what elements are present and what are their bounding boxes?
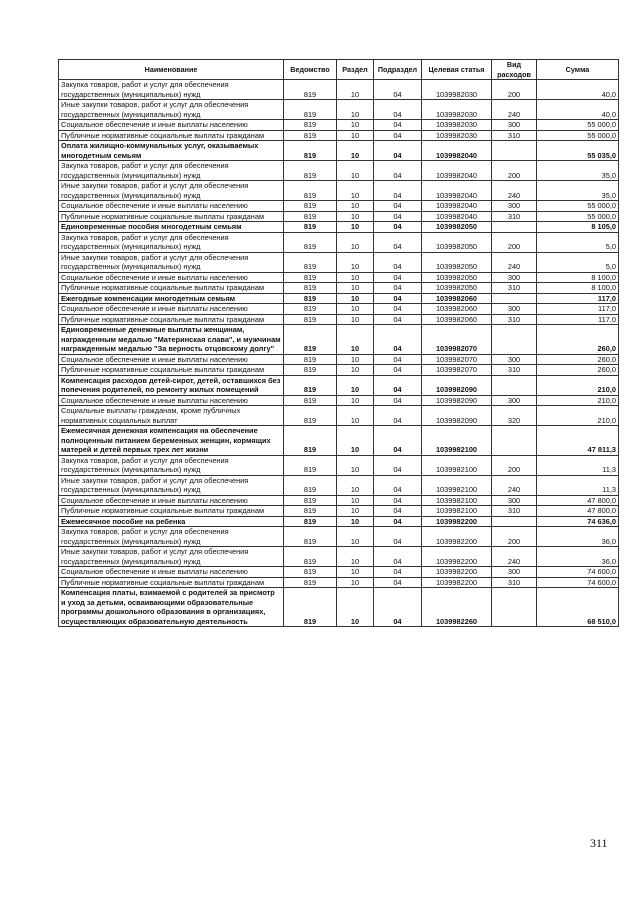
row-name-cell: Иные закупки товаров, работ и услуг для обеспечения государственных (муниципальных) нужд bbox=[59, 475, 284, 495]
expense-type-cell: 300 bbox=[492, 395, 537, 406]
target-item-cell: 1039982040 bbox=[422, 181, 492, 201]
expense-type-cell bbox=[492, 516, 537, 527]
table-row bbox=[59, 181, 619, 201]
target-item-cell: 1039982100 bbox=[422, 495, 492, 506]
row-name-cell: Публичные нормативные социальные выплаты гражданам bbox=[59, 314, 284, 325]
target-item-cell: 1039982050 bbox=[422, 232, 492, 252]
row-name-cell: Иные закупки товаров, работ и услуг для обеспечения государственных (муниципальных) нужд bbox=[59, 181, 284, 201]
row-name-cell: Единовременные пособия многодетным семьям bbox=[59, 222, 284, 233]
target-item-cell: 1039982200 bbox=[422, 547, 492, 567]
amount-cell: 35,0 bbox=[537, 181, 619, 201]
department-cell: 819 bbox=[284, 272, 337, 283]
section-cell: 10 bbox=[337, 283, 374, 294]
column-header-subsection: Подраздел bbox=[374, 60, 422, 80]
row-name-cell: Социальное обеспечение и иные выплаты населению bbox=[59, 120, 284, 131]
table-row-subtotal bbox=[59, 222, 619, 233]
expense-type-cell bbox=[492, 141, 537, 161]
subsection-cell: 04 bbox=[374, 161, 422, 181]
subsection-cell: 04 bbox=[374, 475, 422, 495]
department-cell: 819 bbox=[284, 406, 337, 426]
table-row bbox=[59, 100, 619, 120]
target-item-cell: 1039982200 bbox=[422, 577, 492, 588]
row-name-cell: Социальное обеспечение и иные выплаты населению bbox=[59, 395, 284, 406]
subsection-cell: 04 bbox=[374, 120, 422, 131]
row-name-cell: Социальное обеспечение и иные выплаты населению bbox=[59, 304, 284, 315]
amount-cell: 5,0 bbox=[537, 252, 619, 272]
row-name-cell: Единовременные денежные выплаты женщинам, награжденным медалью "Материнская слава", и мужчинам награжденным медалью "За верность отцовскому долгу" bbox=[59, 325, 284, 355]
amount-cell: 47 800,0 bbox=[537, 506, 619, 517]
table-row-subtotal bbox=[59, 141, 619, 161]
target-item-cell: 1039982040 bbox=[422, 161, 492, 181]
subsection-cell: 04 bbox=[374, 201, 422, 212]
section-cell: 10 bbox=[337, 304, 374, 315]
target-item-cell: 1039982060 bbox=[422, 314, 492, 325]
amount-cell: 8 100,0 bbox=[537, 272, 619, 283]
expense-type-cell: 300 bbox=[492, 354, 537, 365]
target-item-cell: 1039982030 bbox=[422, 130, 492, 141]
column-header-section: Раздел bbox=[337, 60, 374, 80]
column-header-target-item: Целевая статья bbox=[422, 60, 492, 80]
target-item-cell: 1039982030 bbox=[422, 80, 492, 100]
section-cell: 10 bbox=[337, 455, 374, 475]
amount-cell: 11,3 bbox=[537, 455, 619, 475]
section-cell: 10 bbox=[337, 232, 374, 252]
section-cell: 10 bbox=[337, 80, 374, 100]
row-name-cell: Публичные нормативные социальные выплаты гражданам bbox=[59, 211, 284, 222]
department-cell: 819 bbox=[284, 252, 337, 272]
table-row bbox=[59, 455, 619, 475]
target-item-cell: 1039982100 bbox=[422, 426, 492, 456]
department-cell: 819 bbox=[284, 283, 337, 294]
amount-cell: 55 000,0 bbox=[537, 201, 619, 212]
expense-type-cell bbox=[492, 222, 537, 233]
subsection-cell: 04 bbox=[374, 252, 422, 272]
table-row bbox=[59, 577, 619, 588]
subsection-cell: 04 bbox=[374, 293, 422, 304]
subsection-cell: 04 bbox=[374, 130, 422, 141]
row-name-cell: Социальное обеспечение и иные выплаты населению bbox=[59, 272, 284, 283]
amount-cell: 47 800,0 bbox=[537, 495, 619, 506]
table-row bbox=[59, 252, 619, 272]
expense-type-cell bbox=[492, 293, 537, 304]
department-cell: 819 bbox=[284, 314, 337, 325]
department-cell: 819 bbox=[284, 495, 337, 506]
subsection-cell: 04 bbox=[374, 80, 422, 100]
row-name-cell: Публичные нормативные социальные выплаты гражданам bbox=[59, 365, 284, 376]
section-cell: 10 bbox=[337, 120, 374, 131]
table-row bbox=[59, 314, 619, 325]
department-cell: 819 bbox=[284, 120, 337, 131]
table-row bbox=[59, 527, 619, 547]
department-cell: 819 bbox=[284, 588, 337, 627]
subsection-cell: 04 bbox=[374, 516, 422, 527]
subsection-cell: 04 bbox=[374, 527, 422, 547]
section-cell: 10 bbox=[337, 272, 374, 283]
target-item-cell: 1039982050 bbox=[422, 252, 492, 272]
target-item-cell: 1039982090 bbox=[422, 375, 492, 395]
department-cell: 819 bbox=[284, 201, 337, 212]
subsection-cell: 04 bbox=[374, 141, 422, 161]
expense-type-cell bbox=[492, 588, 537, 627]
table-row-subtotal bbox=[59, 293, 619, 304]
department-cell: 819 bbox=[284, 293, 337, 304]
table-row bbox=[59, 354, 619, 365]
amount-cell: 35,0 bbox=[537, 161, 619, 181]
section-cell: 10 bbox=[337, 495, 374, 506]
department-cell: 819 bbox=[284, 516, 337, 527]
expense-type-cell: 300 bbox=[492, 201, 537, 212]
amount-cell: 210,0 bbox=[537, 375, 619, 395]
row-name-cell: Ежемесячное пособие на ребенка bbox=[59, 516, 284, 527]
expense-type-cell: 200 bbox=[492, 232, 537, 252]
expense-type-cell: 310 bbox=[492, 314, 537, 325]
target-item-cell: 1039982090 bbox=[422, 395, 492, 406]
subsection-cell: 04 bbox=[374, 495, 422, 506]
expense-type-cell: 240 bbox=[492, 252, 537, 272]
section-cell: 10 bbox=[337, 252, 374, 272]
subsection-cell: 04 bbox=[374, 588, 422, 627]
table-row bbox=[59, 495, 619, 506]
amount-cell: 5,0 bbox=[537, 232, 619, 252]
department-cell: 819 bbox=[284, 506, 337, 517]
target-item-cell: 1039982200 bbox=[422, 527, 492, 547]
subsection-cell: 04 bbox=[374, 354, 422, 365]
row-name-cell: Публичные нормативные социальные выплаты гражданам bbox=[59, 130, 284, 141]
subsection-cell: 04 bbox=[374, 426, 422, 456]
amount-cell: 210,0 bbox=[537, 395, 619, 406]
target-item-cell: 1039982070 bbox=[422, 325, 492, 355]
page-number: 311 bbox=[590, 836, 608, 850]
row-name-cell: Компенсация расходов детей-сирот, детей, оставшихся без попечения родителей, по ремонту жилых помещений bbox=[59, 375, 284, 395]
section-cell: 10 bbox=[337, 426, 374, 456]
amount-cell: 8 105,0 bbox=[537, 222, 619, 233]
table-row-subtotal bbox=[59, 588, 619, 627]
section-cell: 10 bbox=[337, 181, 374, 201]
department-cell: 819 bbox=[284, 426, 337, 456]
section-cell: 10 bbox=[337, 130, 374, 141]
amount-cell: 260,0 bbox=[537, 354, 619, 365]
row-name-cell: Закупка товаров, работ и услуг для обеспечения государственных (муниципальных) нужд bbox=[59, 80, 284, 100]
amount-cell: 117,0 bbox=[537, 314, 619, 325]
subsection-cell: 04 bbox=[374, 222, 422, 233]
row-name-cell: Закупка товаров, работ и услуг для обеспечения государственных (муниципальных) нужд bbox=[59, 455, 284, 475]
section-cell: 10 bbox=[337, 293, 374, 304]
table-row-subtotal bbox=[59, 325, 619, 355]
section-cell: 10 bbox=[337, 527, 374, 547]
table-body bbox=[59, 80, 619, 627]
table-row bbox=[59, 161, 619, 181]
amount-cell: 260,0 bbox=[537, 365, 619, 376]
target-item-cell: 1039982070 bbox=[422, 365, 492, 376]
department-cell: 819 bbox=[284, 455, 337, 475]
amount-cell: 74 636,0 bbox=[537, 516, 619, 527]
target-item-cell: 1039982070 bbox=[422, 354, 492, 365]
amount-cell: 55 000,0 bbox=[537, 130, 619, 141]
row-name-cell: Публичные нормативные социальные выплаты гражданам bbox=[59, 506, 284, 517]
subsection-cell: 04 bbox=[374, 375, 422, 395]
row-name-cell: Иные закупки товаров, работ и услуг для обеспечения государственных (муниципальных) нужд bbox=[59, 252, 284, 272]
target-item-cell: 1039982090 bbox=[422, 406, 492, 426]
expense-type-cell: 310 bbox=[492, 130, 537, 141]
amount-cell: 40,0 bbox=[537, 100, 619, 120]
row-name-cell: Ежемесячная денежная компенсация на обеспечение полноценным питанием беременных женщин, кормящих матерей и детей первых трех лет жизни bbox=[59, 426, 284, 456]
amount-cell: 74 600,0 bbox=[537, 577, 619, 588]
expense-type-cell: 310 bbox=[492, 506, 537, 517]
target-item-cell: 1039982060 bbox=[422, 304, 492, 315]
table-row bbox=[59, 232, 619, 252]
section-cell: 10 bbox=[337, 577, 374, 588]
row-name-cell: Закупка товаров, работ и услуг для обеспечения государственных (муниципальных) нужд bbox=[59, 161, 284, 181]
section-cell: 10 bbox=[337, 222, 374, 233]
section-cell: 10 bbox=[337, 395, 374, 406]
table-row bbox=[59, 365, 619, 376]
target-item-cell: 1039982060 bbox=[422, 293, 492, 304]
expense-type-cell bbox=[492, 375, 537, 395]
expense-type-cell: 310 bbox=[492, 365, 537, 376]
department-cell: 819 bbox=[284, 365, 337, 376]
row-name-cell: Закупка товаров, работ и услуг для обеспечения государственных (муниципальных) нужд bbox=[59, 527, 284, 547]
amount-cell: 117,0 bbox=[537, 293, 619, 304]
target-item-cell: 1039982050 bbox=[422, 222, 492, 233]
department-cell: 819 bbox=[284, 567, 337, 578]
budget-table bbox=[58, 59, 619, 627]
row-name-cell: Социальное обеспечение и иные выплаты населению bbox=[59, 567, 284, 578]
table-row-subtotal bbox=[59, 426, 619, 456]
row-name-cell: Иные закупки товаров, работ и услуг для обеспечения государственных (муниципальных) нужд bbox=[59, 100, 284, 120]
table-row-subtotal bbox=[59, 516, 619, 527]
department-cell: 819 bbox=[284, 325, 337, 355]
department-cell: 819 bbox=[284, 577, 337, 588]
table-row bbox=[59, 395, 619, 406]
target-item-cell: 1039982200 bbox=[422, 516, 492, 527]
column-header-amount: Сумма bbox=[537, 60, 619, 80]
target-item-cell: 1039982100 bbox=[422, 475, 492, 495]
section-cell: 10 bbox=[337, 516, 374, 527]
row-name-cell: Социальное обеспечение и иные выплаты населению bbox=[59, 495, 284, 506]
section-cell: 10 bbox=[337, 406, 374, 426]
table-row bbox=[59, 567, 619, 578]
row-name-cell: Закупка товаров, работ и услуг для обеспечения государственных (муниципальных) нужд bbox=[59, 232, 284, 252]
target-item-cell: 1039982040 bbox=[422, 201, 492, 212]
expense-type-cell: 320 bbox=[492, 406, 537, 426]
section-cell: 10 bbox=[337, 211, 374, 222]
expense-type-cell: 300 bbox=[492, 567, 537, 578]
section-cell: 10 bbox=[337, 325, 374, 355]
section-cell: 10 bbox=[337, 141, 374, 161]
column-header-expense-type: Вид расходов bbox=[492, 60, 537, 80]
expense-type-cell: 240 bbox=[492, 547, 537, 567]
section-cell: 10 bbox=[337, 547, 374, 567]
expense-type-cell bbox=[492, 426, 537, 456]
table-row bbox=[59, 506, 619, 517]
target-item-cell: 1039982050 bbox=[422, 283, 492, 294]
section-cell: 10 bbox=[337, 588, 374, 627]
expense-type-cell: 200 bbox=[492, 455, 537, 475]
department-cell: 819 bbox=[284, 80, 337, 100]
amount-cell: 8 100,0 bbox=[537, 283, 619, 294]
column-header-name: Наименование bbox=[59, 60, 284, 80]
expense-type-cell bbox=[492, 325, 537, 355]
amount-cell: 117,0 bbox=[537, 304, 619, 315]
department-cell: 819 bbox=[284, 527, 337, 547]
subsection-cell: 04 bbox=[374, 547, 422, 567]
expense-type-cell: 300 bbox=[492, 495, 537, 506]
row-name-cell: Ежегодные компенсации многодетным семьям bbox=[59, 293, 284, 304]
table-row bbox=[59, 547, 619, 567]
subsection-cell: 04 bbox=[374, 455, 422, 475]
subsection-cell: 04 bbox=[374, 406, 422, 426]
amount-cell: 55 000,0 bbox=[537, 120, 619, 131]
department-cell: 819 bbox=[284, 141, 337, 161]
amount-cell: 55 000,0 bbox=[537, 211, 619, 222]
expense-type-cell: 240 bbox=[492, 181, 537, 201]
target-item-cell: 1039982050 bbox=[422, 272, 492, 283]
department-cell: 819 bbox=[284, 475, 337, 495]
subsection-cell: 04 bbox=[374, 181, 422, 201]
row-name-cell: Иные закупки товаров, работ и услуг для обеспечения государственных (муниципальных) нужд bbox=[59, 547, 284, 567]
expense-type-cell: 310 bbox=[492, 283, 537, 294]
subsection-cell: 04 bbox=[374, 577, 422, 588]
row-name-cell: Публичные нормативные социальные выплаты гражданам bbox=[59, 283, 284, 294]
table-row bbox=[59, 304, 619, 315]
subsection-cell: 04 bbox=[374, 211, 422, 222]
table-row-subtotal bbox=[59, 375, 619, 395]
department-cell: 819 bbox=[284, 375, 337, 395]
department-cell: 819 bbox=[284, 130, 337, 141]
section-cell: 10 bbox=[337, 201, 374, 212]
row-name-cell: Компенсация платы, взимаемой с родителей за присмотр и уход за детьми, осваивающими образовательные программы дошкольного образования в организациях, осуществляющих образовательную деятельность bbox=[59, 588, 284, 627]
subsection-cell: 04 bbox=[374, 272, 422, 283]
table-row bbox=[59, 283, 619, 294]
subsection-cell: 04 bbox=[374, 304, 422, 315]
subsection-cell: 04 bbox=[374, 365, 422, 376]
expense-type-cell: 300 bbox=[492, 120, 537, 131]
target-item-cell: 1039982260 bbox=[422, 588, 492, 627]
department-cell: 819 bbox=[284, 211, 337, 222]
department-cell: 819 bbox=[284, 222, 337, 233]
table-row bbox=[59, 130, 619, 141]
department-cell: 819 bbox=[284, 161, 337, 181]
section-cell: 10 bbox=[337, 567, 374, 578]
table-row bbox=[59, 201, 619, 212]
department-cell: 819 bbox=[284, 100, 337, 120]
target-item-cell: 1039982100 bbox=[422, 455, 492, 475]
amount-cell: 260,0 bbox=[537, 325, 619, 355]
table-row bbox=[59, 120, 619, 131]
amount-cell: 36,0 bbox=[537, 547, 619, 567]
table-header-row bbox=[59, 60, 619, 80]
target-item-cell: 1039982030 bbox=[422, 120, 492, 131]
row-name-cell: Социальное обеспечение и иные выплаты населению bbox=[59, 201, 284, 212]
section-cell: 10 bbox=[337, 354, 374, 365]
amount-cell: 74 600,0 bbox=[537, 567, 619, 578]
department-cell: 819 bbox=[284, 395, 337, 406]
target-item-cell: 1039982200 bbox=[422, 567, 492, 578]
target-item-cell: 1039982030 bbox=[422, 100, 492, 120]
row-name-cell: Оплата жилищно-коммунальных услуг, оказываемых многодетным семьям bbox=[59, 141, 284, 161]
expense-type-cell: 310 bbox=[492, 577, 537, 588]
section-cell: 10 bbox=[337, 161, 374, 181]
section-cell: 10 bbox=[337, 365, 374, 376]
subsection-cell: 04 bbox=[374, 100, 422, 120]
department-cell: 819 bbox=[284, 354, 337, 365]
amount-cell: 55 035,0 bbox=[537, 141, 619, 161]
subsection-cell: 04 bbox=[374, 395, 422, 406]
subsection-cell: 04 bbox=[374, 232, 422, 252]
section-cell: 10 bbox=[337, 100, 374, 120]
amount-cell: 40,0 bbox=[537, 80, 619, 100]
amount-cell: 68 510,0 bbox=[537, 588, 619, 627]
section-cell: 10 bbox=[337, 475, 374, 495]
department-cell: 819 bbox=[284, 232, 337, 252]
amount-cell: 36,0 bbox=[537, 527, 619, 547]
expense-type-cell: 200 bbox=[492, 80, 537, 100]
expense-type-cell: 240 bbox=[492, 100, 537, 120]
expense-type-cell: 240 bbox=[492, 475, 537, 495]
table-row bbox=[59, 272, 619, 283]
subsection-cell: 04 bbox=[374, 567, 422, 578]
subsection-cell: 04 bbox=[374, 314, 422, 325]
amount-cell: 11,3 bbox=[537, 475, 619, 495]
department-cell: 819 bbox=[284, 181, 337, 201]
subsection-cell: 04 bbox=[374, 325, 422, 355]
table-row bbox=[59, 406, 619, 426]
column-header-department: Ведомство bbox=[284, 60, 337, 80]
table-row bbox=[59, 211, 619, 222]
expense-type-cell: 310 bbox=[492, 211, 537, 222]
row-name-cell: Социальные выплаты гражданам, кроме публичных нормативных социальных выплат bbox=[59, 406, 284, 426]
table-row bbox=[59, 80, 619, 100]
row-name-cell: Публичные нормативные социальные выплаты гражданам bbox=[59, 577, 284, 588]
row-name-cell: Социальное обеспечение и иные выплаты населению bbox=[59, 354, 284, 365]
table-row bbox=[59, 475, 619, 495]
expense-type-cell: 200 bbox=[492, 161, 537, 181]
section-cell: 10 bbox=[337, 375, 374, 395]
section-cell: 10 bbox=[337, 506, 374, 517]
expense-type-cell: 200 bbox=[492, 527, 537, 547]
target-item-cell: 1039982040 bbox=[422, 211, 492, 222]
section-cell: 10 bbox=[337, 314, 374, 325]
subsection-cell: 04 bbox=[374, 283, 422, 294]
amount-cell: 210,0 bbox=[537, 406, 619, 426]
department-cell: 819 bbox=[284, 547, 337, 567]
target-item-cell: 1039982040 bbox=[422, 141, 492, 161]
subsection-cell: 04 bbox=[374, 506, 422, 517]
amount-cell: 47 811,3 bbox=[537, 426, 619, 456]
target-item-cell: 1039982100 bbox=[422, 506, 492, 517]
expense-type-cell: 300 bbox=[492, 304, 537, 315]
department-cell: 819 bbox=[284, 304, 337, 315]
expense-type-cell: 300 bbox=[492, 272, 537, 283]
